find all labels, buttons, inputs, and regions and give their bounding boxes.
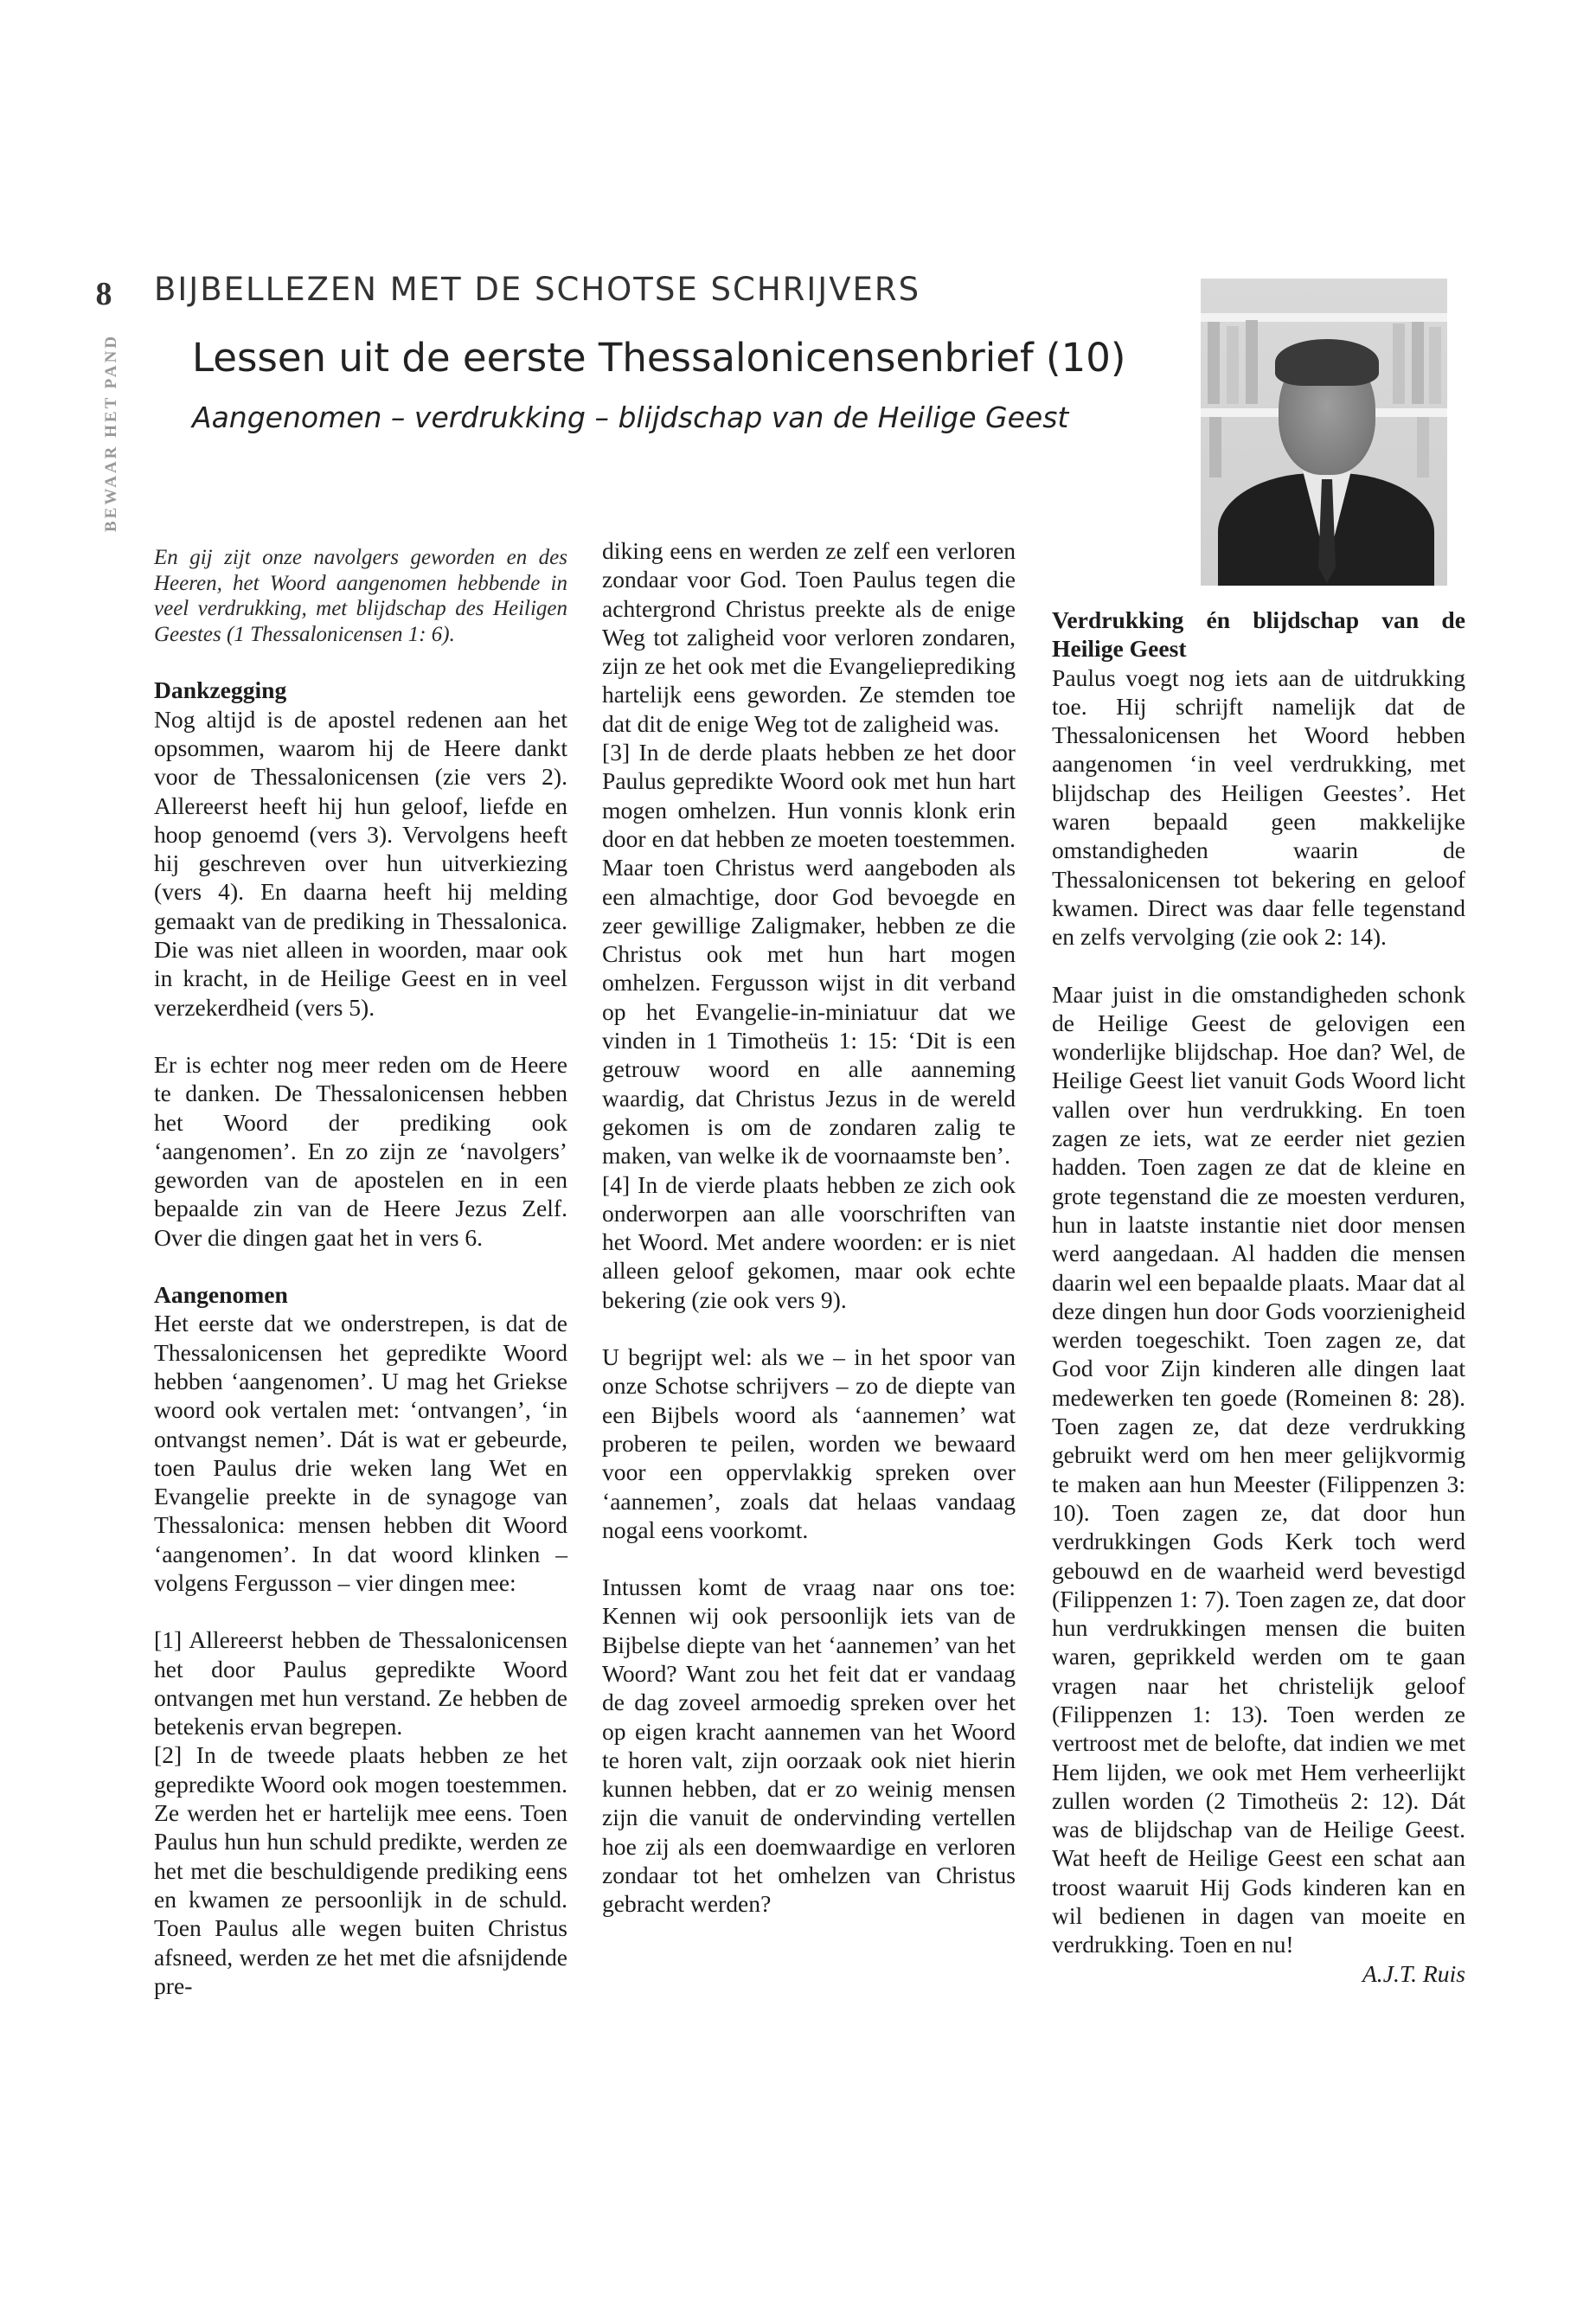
article-title: Lessen uit de eerste Thessalonicensenbrief (10)	[192, 335, 1126, 381]
paragraph: [4] In de vierde plaats hebben ze zich ook onderworpen aan alle voorschriften van het Woord. Met andere woorden: er is niet alleen geloof gekomen, maar ook echte bekering (zie ook vers 9).	[602, 1170, 1016, 1313]
paragraph: Paulus voegt nog iets aan de uitdrukking toe. Hij schrijft namelijk dat de Thessalonicensen het Woord hebben aangenomen ‘in veel verdrukking, met blijdschap des Heiligen Geestes’. Het waren bepaald geen makkelijke omstandigheden waarin de Thessalonicensen tot bekering en geloof kwamen. Direct was daar felle tegenstand en zelfs vervolging (zie ook 2: 14).	[1052, 663, 1465, 951]
text-column-2	[602, 536, 1016, 1919]
paragraph: Maar juist in die omstandigheden schonk de Heilige Geest de gelovigen een wonderlijke blijdschap. Hoe dan? Wel, de Heilige Geest liet vanuit Gods Woord licht vallen over hun verdrukking. En toen zagen ze iets, wat ze eerder niet gezien hadden. Toen zagen ze dat de kleine en grote tegenstand die ze moesten verduren, hun in laatste instantie niet door mensen werd aangedaan. Al hadden die mensen daarin wel een bepaalde plaats. Maar dat al deze dingen hun door Gods voorzienigheid werden toegeschikt. Toen zagen ze, dat God voor Zijn kinderen alle dingen laat medewerken ten goede (Romeinen 8: 28). Toen zagen ze, dat deze verdrukking gebruikt werd om hen meer gelijkvormig te maken aan hun Meester (Filippenzen 3: 10). Toen zagen ze, dat door hun verdrukkingen Gods Kerk toch werd gebouwd en de waarheid werd bevestigd (Filippenzen 1: 7). Toen zagen ze, dat door hun verdrukkingen mensen die buiten waren, geprikkeld werden om te gaan vragen naar het christelijk geloof (Filippenzen 1: 13). Toen werden ze vertroost met de belofte, dat indien we met Hem lijden, we ook met Hem verheerlijkt zullen worden (2 Timotheüs 2: 12). Dát was de blijdschap van de Heilige Geest. Wat heeft de Heilige Geest een schat aan troost waaruit Hij Gods kinderen kan en wil bedienen in dagen van moeite en verdrukking. Toen en nu!	[1052, 980, 1465, 1958]
paragraph: Er is echter nog meer reden om de Heere te danken. De Thessalonicensen hebben het Woord der prediking ook ‘aangenomen’. En zo zijn ze ‘navolgers’ geworden van de apostelen en in een bepaalde zin van de Heere Jezus Zelf. Over die dingen gaat het in vers 6.	[154, 1050, 567, 1251]
section-heading-aangenomen: Aangenomen	[154, 1281, 288, 1309]
paragraph: [2] In de tweede plaats hebben ze het gepredikte Woord ook mogen toestemmen. Ze werden het er hartelijk mee eens. Toen Paulus hun hun schuld predikte, werden ze het met die beschuldigende prediking eens en kwamen ze persoonlijk in de schuld. Toen Paulus alle wegen buiten Christus afsneed, werden ze het met die afsnijdende pre-	[154, 1741, 567, 1999]
magazine-side-label: BEWAAR HET PAND	[102, 333, 120, 532]
paragraph: Nog altijd is de apostel redenen aan het opsommen, waarom hij de Heere dankt voor de Thessalonicensen (zie vers 2). Allereerst heeft hij hun geloof, liefde en hoop genoemd (vers 3). Vervolgens heeft hij geschreven over hun uitverkiezing (vers 4). En daarna heeft hij melding gemaakt van de prediking in Thessalonica. Die was niet alleen in woorden, maar ook in kracht, in de Heilige Geest en in veel verzekerdheid (vers 5).	[154, 705, 567, 1021]
article-subtitle: Aangenomen – verdrukking – blijdschap van de Heilige Geest	[192, 401, 1069, 434]
author-portrait-photo	[1201, 279, 1447, 586]
section-heading-dankzegging: Dankzegging	[154, 676, 287, 704]
paragraph: U begrijpt wel: als we – in het spoor van onze Schotse schrijvers – zo de diepte van een Bijbels woord als ‘aannemen’ wat proberen te peilen, worden we bewaard voor een oppervlakkig spreken over ‘aannemen’, zoals dat helaas vandaag nogal eens voorkomt.	[602, 1343, 1016, 1543]
section-heading-verdrukking: Verdrukking én blijdschap van de Heilige Geest	[1052, 606, 1465, 663]
paragraph: [1] Allereerst hebben de Thessalonicensen het door Paulus gepredikte Woord ontvangen met hun verstand. Ze hebben de betekenis ervan begrepen.	[154, 1626, 567, 1740]
text-column-1	[154, 545, 567, 2000]
bible-quote: En gij zijt onze navolgers geworden en des Heeren, het Woord aangenomen hebbende in veel verdrukking, met blijdschap des Heiligen Geestes (1 Thessalonicensen 1: 6).	[154, 546, 567, 646]
author-signature: A.J.T. Ruis	[1362, 1959, 1465, 1987]
series-title: BIJBELLEZEN MET DE SCHOTSE SCHRIJVERS	[154, 271, 921, 308]
paragraph: diking eens en werden ze zelf een verloren zondaar voor God. Toen Paulus tegen die achtergrond Christus preekte als de enige Weg tot zaligheid voor verloren zondaren, zijn ze het ook met die Evangelieprediking hartelijk eens geworden. Ze stemden toe dat dit de enige Weg tot de zaligheid was.	[602, 537, 1016, 737]
paragraph: [3] In de derde plaats hebben ze het door Paulus gepredikte Woord ook met hun hart mogen omhelzen. Hun vonnis klonk erin door en dat hebben ze moeten toestemmen. Maar toen Christus werd aangeboden als een almachtige, door God bevoegde en zeer gewillige Zaligmaker, hebben ze die Christus ook met hun hart mogen omhelzen. Fergusson wijst in dit verband op het Evangelie-in-miniatuur dat we vinden in 1 Timotheüs 1: 15: ‘Dit is een getrouw woord en alle aanneming waardig, dat Christus Jezus in de wereld gekomen is om de zondaren zalig te maken, van welke ik de voornaamste ben’.	[602, 739, 1016, 1170]
paragraph: Het eerste dat we onderstrepen, is dat de Thessalonicensen het gepredikte Woord hebben ‘aangenomen’. U mag het Griekse woord ook vertalen met: ‘ontvangen’, ‘in ontvangst nemen’. Dát is wat er gebeurde, toen Paulus drie weken lang Wet en Evangelie preekte in de synagoge van Thessalonica: mensen hebben dit Woord ‘aangenomen’. In dat woord klinken – volgens Fergusson – vier dingen mee:	[154, 1310, 567, 1596]
page-number: 8	[95, 276, 112, 312]
text-column-3	[1052, 606, 1465, 1988]
paragraph: Intussen komt de vraag naar ons toe: Kennen wij ook persoonlijk iets van de Bijbelse diepte van het ‘aannemen’ van het Woord? Want zou het feit dat er vandaag de dag zoveel armoedig spreken over het op eigen kracht aannemen van het Woord te horen valt, zijn oorzaak ook niet hierin kunnen hebben, dat er zo weinig mensen zijn die vanuit de ondervinding vertellen hoe zij als een doemwaardige en verloren zondaar tot het omhelzen van Christus gebracht werden?	[602, 1574, 1016, 1918]
